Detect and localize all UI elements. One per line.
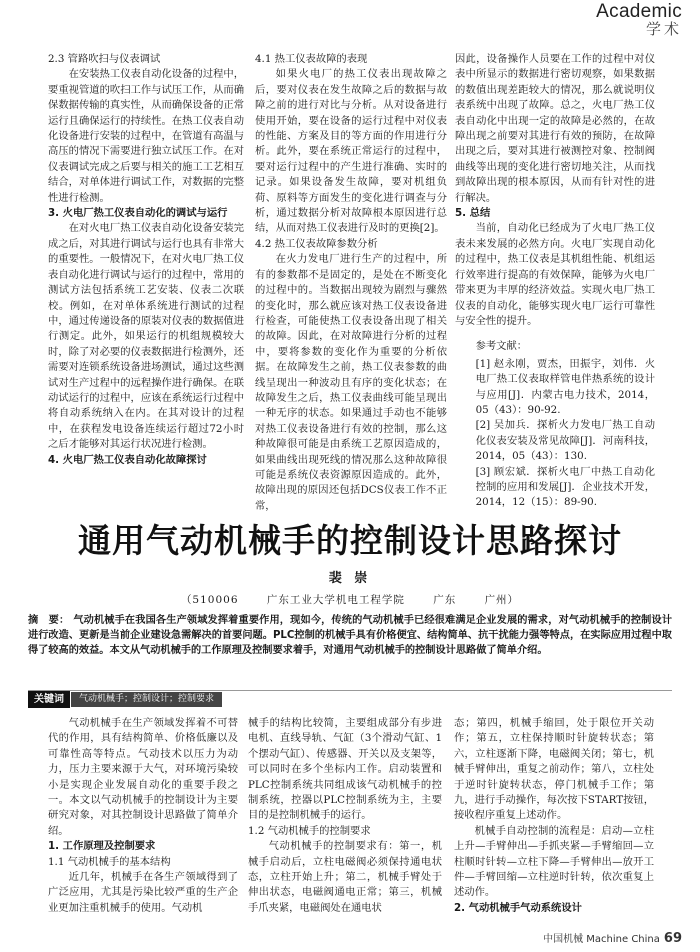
- paragraph: 气动机械手的控制要求有：第一，机械手启动后，立柱电磁阀必须保持通电状态，立柱开始上升；第二，机械手臂处于伸出状态，电磁阀通电正常；第三，机械手爪夹紧，电磁阀处在通电状: [248, 840, 442, 914]
- paragraph: 因此，设备操作人员要在工作的过程中对仪表中所显示的数据进行密切观察，如果数据的数值出现差距较大的情况，那么就说明仪表系统中出现了故障。总之，火电厂热工仪表自动化中出现一定的故障是必然的，在故障出现之前要对其进行有效的预防，在故障出现之后，要对其进行被测控对象、控制阀曲线等出现的变化进行密切地关注，从而找到故障出现的根本原因，从而有针对性的进行解决。: [455, 53, 655, 204]
- article-author: 裴 崇: [328, 571, 372, 586]
- affiliation-city: 广州）: [484, 594, 520, 606]
- keywords-text: 气动机械手；控制设计；控制要求: [71, 692, 222, 707]
- abstract-label: 摘 要：: [28, 615, 70, 626]
- abstract: [28, 613, 672, 658]
- section-heading: 4.2 热工仪表故障参数分析: [255, 237, 378, 250]
- section-heading-bold: 1. 工作原理及控制要求: [48, 840, 156, 853]
- paragraph: 机械手自动控制的流程是：启动—立柱上升—手臂伸出—手抓夹紧—手臂缩回—立柱顺时针转—立柱下降—手臂伸出—放开工件—手臂回缩—立柱逆时针转，依次重复上述动作。: [454, 824, 654, 899]
- section-heading-bold: 4. 火电厂热工仪表自动化故障探讨: [48, 453, 207, 466]
- brand-english: Academic: [596, 1, 682, 22]
- paragraph: 械手的结构比较简，主要组成部分有步进电机、直线导轨、气缸（3个滑动气缸、1个摆动气缸）、传感器、开关以及支架等，可以同时在多个坐标内工作。启动装置和PLC控制系统共同组成该气动机械手的控制系统，控器以PLC控制系统为主，主要目的是控制机械手的运行。: [248, 717, 442, 822]
- section-heading-bold: 2. 气动机械手气动系统设计: [454, 901, 582, 914]
- article-title: 通用气动机械手的控制设计思路探讨: [78, 521, 622, 560]
- section-heading: 2.3 管路吹扫与仪表调试: [48, 53, 161, 65]
- paragraph: 在火力发电厂进行生产的过程中，所有的参数都不是固定的，是处在不断变化的过程中的。当数据出现较为剧烈与骤然的变化时，那么就应该对热工仪表设备进行检查，可能使热工仪表设备出现了相关的故障。因此，在对故障进行分析的过程中，要将参数的变化作为重要的分析依据。在故障发生之前，热工仪表参数的曲线呈现出一种波动且有序的变化状态；在故障发生之后，热工仪表曲线可能呈现出一种无序的状态。如果通过手动也不能够对热工仪表设备进行有效的控制，那么这种故障很可能是由系统工艺原因造成的，如果曲线出现死线的情况那么这种故障很可能是系统仪表资源原因造成的。此外，故障出现的原因还包括DCS仪表工作不正常，: [255, 253, 447, 512]
- paragraph: 近几年，机械手在各生产领域得到了广泛应用，尤其是污染比较严重的生产企业更加注重机械手的使用。气动机: [48, 871, 238, 914]
- body-column-2: [248, 716, 442, 916]
- brand-chinese: 学术: [645, 20, 682, 38]
- affiliation-province: 广东: [433, 594, 457, 606]
- footer-journal: 中国机械 Machine China: [543, 934, 660, 945]
- section-heading: 4.1 热工仪表故障的表现: [255, 53, 368, 65]
- keywords-label: 关键词: [28, 691, 70, 708]
- references-title: 参考文献：: [475, 340, 528, 353]
- paragraph: 在对火电厂热工仪表自动化设备安装完成之后，对其进行调试与运行也具有非常大的重要性。一般情况下，在对火电厂热工仪表自动化进行调试与运行的过程中，常用的测试方法包括系统工艺安装、仪表二次联校。例如，在对单体系统进行测试的过程中，通过传递设备的原装对仪表的数据值进行测定。此外，如果运行的机组规模较大时，除了对必要的仪表数据进行检测外，还需要对连锁系统设备进场测试，通过这些测试对生产过程中的远程操作进行确保。在联动试运行的过程中，应该在系统运行过程中将自动系统纳入在内。在其对设计的过程中，在获程发电设备连续运行超过72小时之后才能够对其运行状况进行检测。: [48, 222, 244, 451]
- journal-brand: [596, 2, 682, 37]
- keywords-row: [28, 690, 672, 709]
- prev-article-column-1: [48, 52, 244, 468]
- paragraph: 当前，自动化已经成为了火电厂热工仪表未来发展的必然方向。火电厂实现自动化的过程中，热工仪表是其机组性能、机组运行效率进行提高的有效保障，能够为火电厂带来更为丰厚的经济效益。实现火电厂热工仪表的自动化，能够实现火电厂运行可靠性与安全性的提升。: [455, 222, 655, 327]
- paragraph: 气动机械手在生产领域发挥着不可替代的作用，具有结构简单、价格低廉以及可靠性高等特点。气动技术以压力为动力，压力主要来源于大气，对环境污染较小是实现企业发展自动化的重要手段之一。本文以气动机械手的控制设计为主要研究对象，对其控制设计思路做了简单介绍。: [48, 717, 238, 837]
- affiliation-org: 广东工业大学机电工程学院: [266, 594, 405, 606]
- article-affiliation: [0, 592, 700, 607]
- affiliation-zip: （510006: [180, 594, 239, 606]
- section-heading-bold: 3. 火电厂热工仪表自动化的调试与运行: [48, 207, 228, 220]
- page-footer: [543, 930, 682, 946]
- prev-article-column-3: [455, 52, 655, 511]
- body-column-3: [454, 716, 654, 916]
- section-heading: 1.2 气动机械手的控制要求: [248, 824, 371, 837]
- prev-article-column-2: [255, 52, 447, 514]
- paragraph: 如果火电厂的热工仪表出现故障之后，要对仪表在发生故障之后的数据与故障之前的进行对比与分析。从对设备进行使用开始，要在设备的运行过程中对仪表的性能、方案及目的等方面的作用进行分析。此外，要在系统正常运行的过程中，要对运行过程中的产生进行准确、实时的记录。如果设备发生故障，要对机组负荷、原料等方面发生的变化进行调查与分析，通过数据分析对故障根本原因进行总结，从而对热工仪表进行及时的更换[2]。: [255, 68, 447, 235]
- reference-item: [2] 吴加兵．探析火力发电厂热工自动化仪表安装及常见故障[J]．河南科技，2014，05（43）：130.: [475, 419, 655, 463]
- paragraph: 态；第四，机械手缩回，处于限位开关动作；第五，立柱保持顺时针旋转状态；第六，立柱逐渐下降，电磁阀关闭；第七，机械手臂伸出，重复之前动作；第八，立柱处于逆时针旋转状态，停门机械手工作；第九，进行手动操作，每次按下START按钮，接收程序重复上述动作。: [454, 717, 654, 822]
- body-column-1: [48, 716, 238, 916]
- paragraph: 在安装热工仪表自动化设备的过程中，要重视管道的吹扫工作与试压工作，从而确保数据传输的真实性，从而确保设备的正常运行且确保运行的持续性。在热工仪表自动化设备进行安装的过程中，在管道有高温与高压的情况下需要进行独立试压工作。在对仪表调试完成之后要与相关的施工工艺相互结合，对单体进行调试工作，对数据的完整性进行检测。: [48, 68, 244, 204]
- reference-item: [1] 赵永刚，贾杰，田振宇，刘伟．火电厂热工仪表取样管电伴热系统的设计与应用[J]．内蒙古电力技术，2014，05（43）：90-92.: [475, 357, 655, 416]
- section-heading-bold: 5. 总结: [455, 207, 491, 220]
- page-number: 69: [663, 931, 682, 946]
- abstract-text: 气动机械手在我国各生产领域发挥着重要作用，现如今，传统的气动机械手已经很难满足企业发展的需求，对气动机械手的控制设计进行改造、更新是当前企业建设急需解决的首要问题。PLC控制的机械手具有价格便宜、结构简单、抗干扰能力强等特点，在实际应用过程中取得了较高的效益。本文从气动机械手的工作原理及控制要求着手，对通用气动机械手的控制设计思路做了简单介绍。: [28, 615, 673, 656]
- reference-item: [3] 顾宏斌．探析火电厂中热工自动化控制的应用和发展[J]．企业技术开发，2014，12（15）：89-90.: [475, 465, 655, 509]
- section-heading: 1.1 气动机械手的基本结构: [48, 855, 171, 868]
